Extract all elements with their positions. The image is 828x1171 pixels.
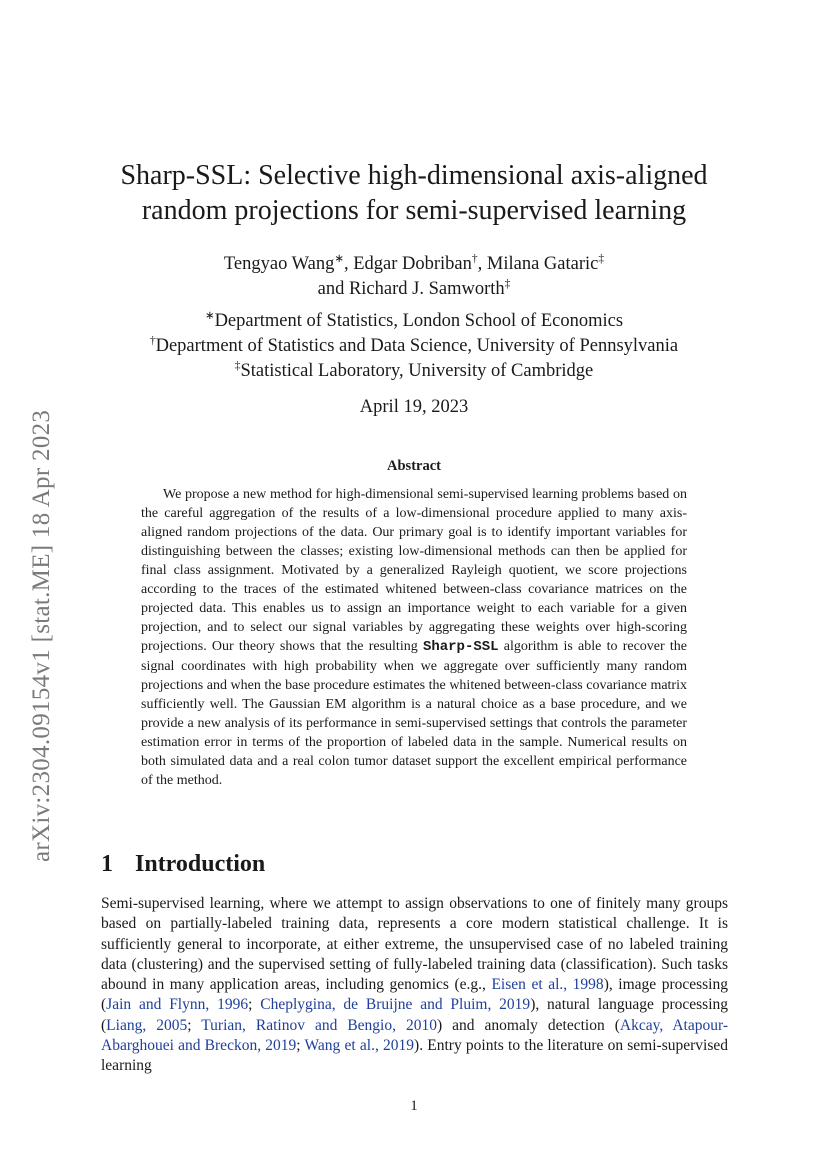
body-text: ) and anomaly detection ( <box>437 1016 620 1034</box>
citation-link[interactable]: Liang, 2005 <box>106 1016 188 1034</box>
abstract-part: algorithm is able to recover the signal coordinates with high probability when we aggregate over sufficiently many random projections and when the base procedure estimates the whitened between-class covariance matrix sufficiently well. The Gaussian EM algorithm is a natural choice as a base procedure, and we provide a new analysis of its performance in semi-supervised settings that controls the parameter estimation error in terms of the proportion of labeled data in the sample. Numerical results on both simulated data and a real colon tumor dataset support the excellent empirical performance of the method. <box>141 639 687 788</box>
affiliation-mark: ∗ <box>334 252 344 265</box>
title-line-1: Sharp-SSL: Selective high-dimensional axis-aligned <box>120 160 708 191</box>
affiliation-mark: † <box>471 252 478 265</box>
paper-title <box>100 158 728 228</box>
author-list <box>100 252 728 302</box>
affiliation-line <box>100 359 728 384</box>
body-text: ; <box>187 1016 202 1034</box>
author-name: Milana Gataric <box>486 254 599 274</box>
body-text: ). Entry points to the literature on semi-supervised learning <box>101 1037 729 1075</box>
affiliation-mark: ‡ <box>598 252 605 265</box>
affiliations <box>100 309 728 384</box>
affiliation-text: Statistical Laboratory, University of Cambridge <box>240 361 594 381</box>
title-line-2: random projections for semi-supervised learning <box>141 195 687 226</box>
author-line-1: Tengyao Wang∗, Edgar Dobriban†, Milana Gataric‡ <box>223 252 605 274</box>
author-name: Tengyao Wang <box>223 254 335 274</box>
author-name: Edgar Dobriban <box>353 254 472 274</box>
citation-link[interactable]: Turian, Ratinov and Bengio, 2010 <box>201 1016 437 1034</box>
citation-link[interactable]: Eisen et al., 1998 <box>491 976 604 994</box>
citation-link[interactable]: Akcay, Atapour-Abarghouei and Breckon, 2019 <box>101 1016 728 1055</box>
author-name: Richard J. Samworth <box>348 279 505 299</box>
author-line-2 <box>100 277 728 302</box>
affiliation-text: Department of Statistics, London School of Economics <box>214 311 624 331</box>
affiliation-line <box>100 334 728 359</box>
author-connector: and <box>317 279 349 299</box>
body-text: ; <box>248 996 261 1014</box>
section-number: 1 <box>101 851 113 877</box>
citation-link[interactable]: Jain and Flynn, 1996 <box>106 996 249 1014</box>
intro-paragraph <box>101 894 728 1077</box>
page-number: 1 <box>410 1098 418 1114</box>
body-text: ), image processing ( <box>101 976 728 1014</box>
abstract-part: We propose a new method for high-dimensional semi-supervised learning problems based on the careful aggregation of the results of a low-dimensional procedure applied to many axis-aligned random projections of the data. Our primary goal is to identify important variables for distinguishing between the classes; existing low-dimensional methods can then be applied for final class assignment. Motivated by a generalized Rayleigh quotient, we score projections according to the traces of the estimated whitened between-class covariance matrices on the projected data. This enables us to assign an importance weight to each variable for a given projection, and to select our signal variables by aggregating these weights over high-scoring projections. Our theory shows that the resulting <box>141 487 687 654</box>
affiliation-mark: ‡ <box>234 359 241 372</box>
arxiv-identifier: arXiv:2304.09154v1 [stat.ME] 18 Apr 2023 <box>28 409 55 862</box>
section-heading <box>101 851 265 878</box>
abstract-text <box>141 485 687 790</box>
body-text: Semi-supervised learning, where we attempt to assign observations to one of finitely many groups based on partially-labeled training data, represents a core modern statistical challenge. It is sufficiently general to incorporate, at either extreme, the unsupervised case of no labeled training data (clustering) and the supervised setting of fully-labeled training data (classification). Such tasks abound in many application areas, including genomics (e.g., <box>101 895 728 994</box>
affiliation-text: Department of Statistics and Data Science, University of Pennsylvania <box>155 336 679 356</box>
algorithm-name: Sharp-SSL <box>422 639 499 655</box>
body-text: ; <box>296 1037 305 1055</box>
affiliation-mark: ∗ <box>204 309 215 322</box>
affiliation-mark: ‡ <box>504 277 511 290</box>
affiliation-line <box>100 309 728 334</box>
abstract-heading: Abstract <box>387 458 441 474</box>
affiliation-mark: † <box>149 334 156 347</box>
body-text: ), natural language processing ( <box>101 996 729 1034</box>
section-title: Introduction <box>135 851 266 877</box>
citation-link[interactable]: Cheplygina, de Bruijne and Pluim, 2019 <box>260 996 531 1014</box>
publication-date: April 19, 2023 <box>359 397 469 417</box>
citation-link[interactable]: Wang et al., 2019 <box>304 1037 415 1055</box>
